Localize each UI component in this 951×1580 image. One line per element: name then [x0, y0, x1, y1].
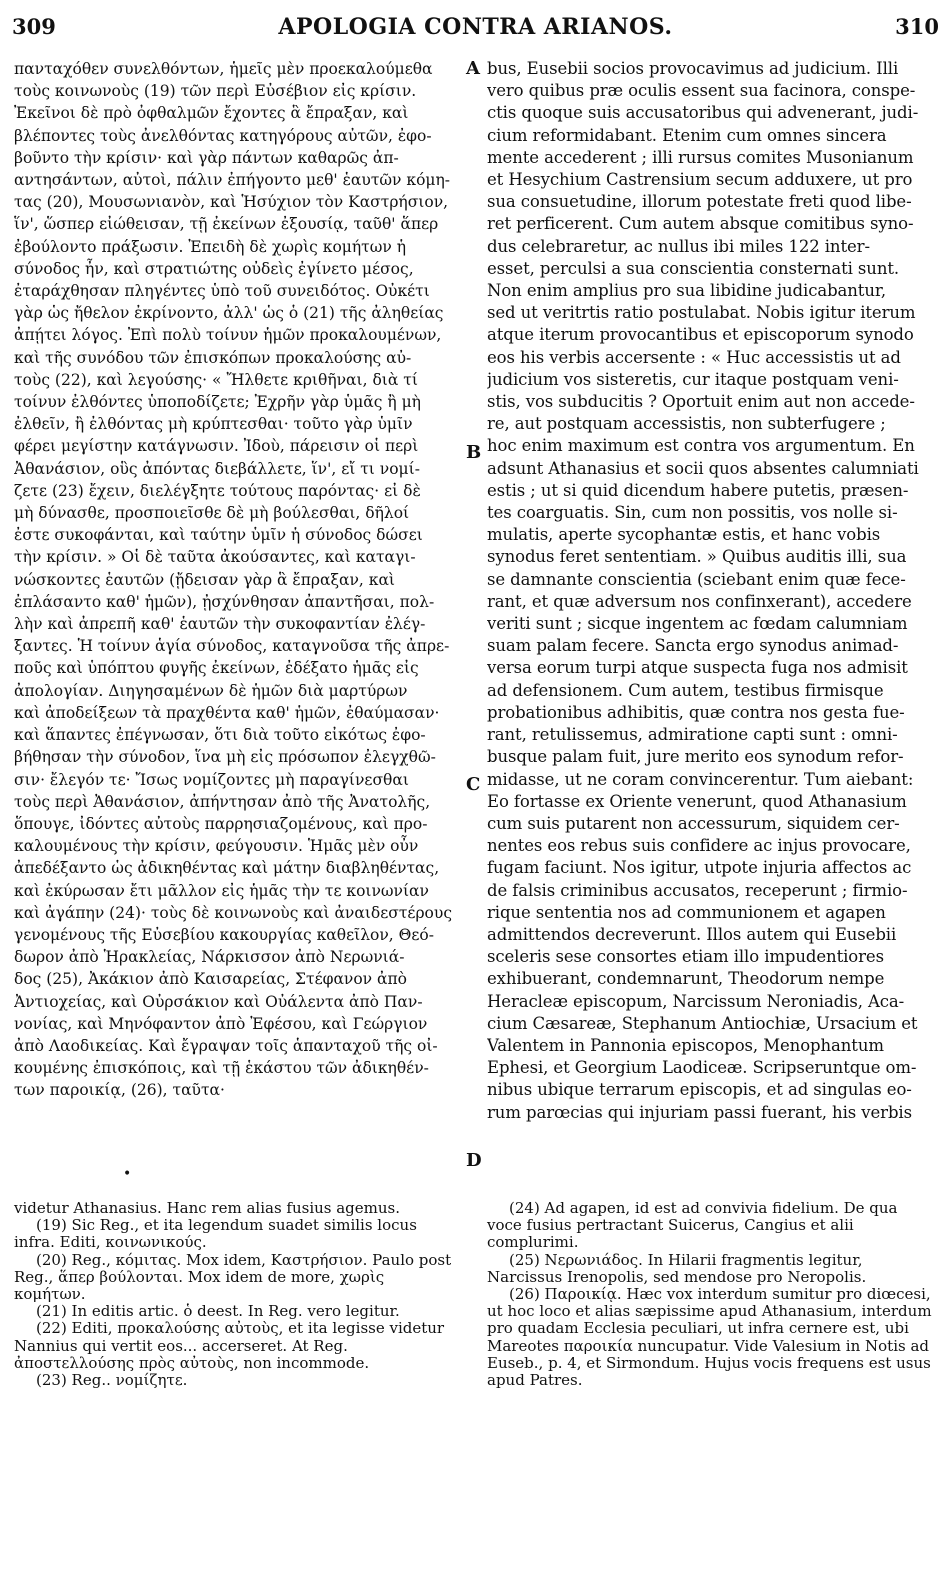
latin-text-line: suam palam fecere. Sancta ergo synodus animad-: [487, 636, 899, 656]
greek-text-line: ζετε (23) ἔχειν, διελέγξητε τούτους παρόντας· εἰ δὲ: [14, 481, 421, 500]
latin-text-line: cum suis putarent non accessurum, siquidem cer-: [487, 813, 900, 833]
footnote: (19) Sic Reg., et ita legendum suadet similis locus infra. Editi, κοινωνικούς.: [14, 1216, 417, 1252]
footnote: (21) In editis artic. ὁ deest. In Reg. vero legitur.: [36, 1302, 400, 1321]
margin-marker-c: C: [466, 774, 481, 795]
greek-text-line: Ἀθανάσιον, οὓς ἀπόντας διεβάλλετε, ἵν', εἴ τι νομί-: [14, 459, 420, 478]
latin-text-line: nibus ubique terrarum episcopis, et ad singulas eo-: [487, 1080, 912, 1100]
latin-text-line: Valentem in Pannonia episcopos, Menophantum: [487, 1035, 884, 1055]
greek-text-line: ἀπῄτει λόγος. Ἐπὶ πολὺ τοίνυν ἡμῶν προκαλουμένων,: [14, 326, 442, 345]
latin-text-line: adsunt Athanasius et socii quos absentes calumniati: [487, 458, 919, 478]
footnotes-left: [14, 1200, 454, 1389]
greek-text-line: βήθησαν τὴν σύνοδον, ἵνα μὴ εἰς πρόσωπον ἐλεγχθῶ-: [14, 748, 436, 767]
latin-text-line: Eo fortasse ex Oriente venerunt, quod Athanasium: [487, 791, 907, 811]
latin-text-line: probationibus adhibitis, quæ contra nos gesta fue-: [487, 702, 905, 722]
greek-text-line: Ἀντιοχείας, καὶ Οὐρσάκιον καὶ Οὐάλεντα ἀπὸ Παν-: [14, 992, 423, 1011]
latin-text-line: sua consuetudine, illorum potestate freti quod libe-: [487, 192, 912, 212]
latin-text-line: exhibuerant, condemnarunt, Theodorum nempe: [487, 969, 885, 989]
greek-text-line: τοὺς (22), καὶ λεγούσης· « Ἤλθετε κριθῆναι, διὰ τί: [14, 370, 418, 389]
latin-text-line: se damnante conscientia (sciebant enim quæ fece-: [487, 569, 906, 589]
greek-text-line: τοὺς περὶ Ἀθανάσιον, ἀπήντησαν ἀπὸ τῆς Ἀνατολῆς,: [14, 792, 431, 811]
greek-text-line: των παροικίᾳ, (26), ταῦτα·: [14, 1081, 225, 1100]
latin-text-line: hoc enim maximum est contra vos argumentum. En: [487, 436, 915, 456]
greek-text-line: σιν· ἔλεγόν τε· Ἴσως νομίζοντες μὴ παραγίνεσθαι: [14, 770, 409, 789]
greek-text-line: φέρει μεγίστην κατάγνωσιν. Ἰδοὺ, πάρεισιν οἱ περὶ: [14, 437, 419, 456]
latin-text-line: judicium vos sisteretis, cur itaque postquam veni-: [487, 369, 899, 389]
greek-text-line: γὰρ ὡς ἤθελον ἐκρίνοντο, ἀλλ' ὡς ὁ (21) τῆς ἀληθείας: [14, 304, 444, 323]
latin-text-line: ctis quoque suis accusatoribus qui advenerant, judi-: [487, 103, 919, 123]
latin-text-line: sed ut veritrtis ratio postulabat. Nobis igitur iterum: [487, 303, 916, 323]
footnote: (23) Reg.. νομίζητε.: [36, 1371, 188, 1390]
latin-text-line: fugam faciunt. Nos igitur, utpote injuria affectos ac: [487, 858, 912, 878]
latin-text-line: stis, vos subducitis ? Oportuit enim aut non accede-: [487, 392, 915, 412]
greek-text-column: [14, 58, 466, 1102]
latin-text-line: tes coarguatis. Sin, cum non possitis, vos nolle si-: [487, 503, 898, 523]
footnote: (22) Editi, προκαλούσης αὐτοὺς, et ita legisse videtur Nannius qui vertit eos... accerseret. At Reg. ἀποστελλούσης πρὸς αὐτοὺς, non incommode.: [14, 1319, 445, 1372]
greek-text-line: νώσκοντες ἑαυτῶν (ᾔδεισαν γὰρ ἃ ἔπραξαν, καὶ: [14, 570, 395, 589]
latin-text-line: Non enim amplius pro sua libidine judicabantur,: [487, 281, 886, 301]
greek-text-line: μὴ δύνασθε, προσποιεῖσθε δὲ μὴ βούλεσθαι, δῆλοί: [14, 504, 410, 523]
page-number-left: 309: [12, 14, 56, 39]
latin-text-line: Heracleæ episcopum, Narcissum Neroniadis, Aca-: [487, 991, 905, 1011]
greek-text-line: γενομένους τῆς Εὐσεβίου κακουργίας καθεῖλον, Θεό-: [14, 925, 434, 944]
running-title: APOLOGIA CONTRA ARIANOS.: [278, 14, 673, 40]
greek-text-line: ἐπλάσαντο καθ' ἡμῶν), ᾐσχύνθησαν ἀπαντῆσαι, πολ-: [14, 592, 435, 611]
latin-text-line: mulatis, aperte sycophantæ estis, et hanc vobis: [487, 525, 881, 545]
greek-text-line: ἐστε συκοφάνται, καὶ ταύτην ὑμῖν ἡ σύνοδος δώσει: [14, 526, 423, 545]
latin-text-line: Ephesi, et Georgium Laodiceæ. Scripseruntque om-: [487, 1058, 917, 1078]
footnotes-right: [487, 1200, 937, 1389]
page-header: [0, 14, 951, 44]
greek-text-line: καὶ ἀγάπην (24)· τοὺς δὲ κοινωνοὺς καὶ ἀναιδεστέρους: [14, 903, 452, 922]
greek-text-line: αντησάντων, αὐτοὶ, πάλιν ἐπήγοντο μεθ' ἑαυτῶν κόμη-: [14, 171, 450, 190]
latin-text-line: sceleris sese consortes etiam illo impudentiores: [487, 947, 884, 967]
greek-text-line: λὴν καὶ ἀπρεπῆ καθ' ἑαυτῶν τὴν συκοφαντίαν ἐλέγ-: [14, 615, 426, 634]
greek-text-line: κουμένης ἐπισκόποις, καὶ τῇ ἑκάστου τῶν ἀδικηθέν-: [14, 1059, 429, 1078]
greek-text-line: ἐβούλοντο πράξωσιν. Ἐπειδὴ δὲ χωρὶς κομήτων ἡ: [14, 237, 407, 256]
greek-text-line: σύνοδος ἦν, καὶ στρατιώτης οὐδεὶς ἐγίνετο μέσος,: [14, 259, 414, 278]
latin-text-line: busque palam fuit, jure merito eos synodum refor-: [487, 747, 904, 767]
greek-text-line: τοίνυν ἐλθόντες ὑποποδίζετε; Ἐχρῆν γὰρ ὑμᾶς ἢ μὴ: [14, 393, 421, 412]
greek-text-line: ἐλθεῖν, ἢ ἐλθόντας μὴ κρύπτεσθαι· τοῦτο γὰρ ὑμῖν: [14, 415, 413, 434]
greek-text-line: τας (20), Μουσωνιανὸν, καὶ Ἡσύχιον τὸν Καστρήσιον,: [14, 193, 449, 212]
latin-text-line: synodus feret sententiam. » Quibus auditis illi, sua: [487, 547, 907, 567]
latin-text-line: vero quibus præ oculis essent sua facinora, conspe-: [487, 81, 916, 101]
latin-text-line: ret perficerent. Cum autem absque comitibus syno-: [487, 214, 914, 234]
footnote: (20) Reg., κόμιτας. Mox idem, Καστρήσιον. Paulo post Reg., ἅπερ βούλονται. Mox idem de more, χωρὶς κομήτων.: [14, 1250, 452, 1304]
latin-text-line: rant, et quæ adversum nos confinxerant), accedere: [487, 591, 912, 611]
greek-text-line: δος (25), Ἀκάκιον ἀπὸ Καισαρείας, Στέφανον ἀπὸ: [14, 970, 408, 989]
greek-text-line: Ἐκεῖνοι δὲ πρὸ ὀφθαλμῶν ἔχοντες ἃ ἔπραξαν, καὶ: [14, 104, 409, 123]
latin-text-line: rant, retulissemus, admiratione capti sunt : omni-: [487, 725, 898, 745]
greek-text-line: ἵν', ὥσπερ εἰώθεισαν, τῇ ἐκείνων ἐξουσίᾳ, ταῦθ' ἅπερ: [14, 215, 439, 234]
greek-text-line: ἐταράχθησαν πληγέντες ὑπὸ τοῦ συνειδότος. Οὐκέτι: [14, 282, 430, 301]
latin-text-line: esset, perculsi a sua conscientia consternati sunt.: [487, 258, 900, 278]
latin-text-line: versa eorum turpi atque suspecta fuga nos admisit: [487, 658, 908, 678]
greek-text-line: ἀπολογίαν. Διηγησαμένων δὲ ἡμῶν διὰ μαρτύρων: [14, 681, 408, 700]
footnote: (25) Νερωνιάδος. In Hilarii fragmentis legitur, Narcissus Irenopolis, sed mendose pro Neropolis.: [487, 1250, 867, 1286]
greek-text-line: καλουμένους τὴν κρίσιν, φεύγουσιν. Ἡμᾶς μὲν οὖν: [14, 837, 419, 856]
greek-text-line: βλέποντες τοὺς ἀνελθόντας κατηγόρους αὐτῶν, ἐφο-: [14, 126, 432, 145]
latin-text-line: rique sententia nos ad communionem et agapen: [487, 902, 886, 922]
latin-text-line: midasse, ut ne coram convincerentur. Tum aiebant:: [487, 769, 914, 789]
page-number-right: 310: [895, 14, 939, 39]
margin-marker-b: B: [466, 442, 482, 463]
latin-text-line: rum parœcias qui injuriam passi fuerant, his verbis: [487, 1102, 912, 1122]
latin-text-line: dus celebraretur, ac nullus ibi miles 122 inter-: [487, 236, 870, 256]
greek-text-line: ποῦς καὶ ὑπόπτου φυγῆς ἐκείνων, ἐδέξατο ἡμᾶς εἰς: [14, 659, 419, 678]
greek-text-line: καὶ ἐκύρωσαν ἔτι μᾶλλον εἰς ἡμᾶς τὴν τε κοινωνίαν: [14, 881, 429, 900]
latin-text-line: ad defensionem. Cum autem, testibus firmisque: [487, 680, 884, 700]
latin-text-line: bus, Eusebii socios provocavimus ad judicium. Illi: [487, 59, 899, 78]
margin-marker-d: D: [466, 1150, 482, 1171]
greek-text-line: ξαντες. Ἡ τοίνυν ἁγία σύνοδος, καταγνοῦσα τῆς ἀπρε-: [14, 637, 450, 656]
latin-text-line: estis ; ut si quid dicendum habere putetis, præsen-: [487, 480, 909, 500]
greek-text-line: καὶ ἀποδείξεων τὰ πραχθέντα καθ' ἡμῶν, ἐθαύμασαν·: [14, 703, 440, 722]
greek-text-line: τοὺς κοινωνοὺς (19) τῶν περὶ Εὐσέβιον εἰς κρίσιν.: [14, 82, 417, 101]
latin-text-line: eos his verbis accersente : « Huc accessistis ut ad: [487, 347, 901, 367]
footnote: videtur Athanasius. Hanc rem alias fusius agemus.: [14, 1199, 401, 1217]
latin-text-line: admittendos decreverunt. Illos autem qui Eusebii: [487, 924, 897, 944]
latin-text-line: veriti sunt ; sicque ingentem ac fœdam calumniam: [487, 614, 908, 634]
greek-text-line: δωρον ἀπὸ Ἡρακλείας, Νάρκισσον ἀπὸ Νερωνιά-: [14, 948, 405, 967]
margin-marker-a: A: [466, 58, 480, 79]
greek-text-line: ἀπεδέξαντο ὡς ἀδικηθέντας καὶ μάτην διαβληθέντας,: [14, 859, 440, 878]
greek-text-line: τὴν κρίσιν. » Οἱ δὲ ταῦτα ἀκούσαντες, καὶ καταγι-: [14, 548, 416, 567]
greek-text-line: ὅπουγε, ἰδόντες αὐτοὺς παρρησιαζομένους, καὶ προ-: [14, 814, 428, 833]
latin-text-column: [487, 58, 939, 1124]
separator-dot: •: [123, 1166, 132, 1182]
greek-text-line: ἀπὸ Λαοδικείας. Καὶ ἔγραψαν τοῖς ἁπανταχοῦ τῆς οἰ-: [14, 1036, 438, 1055]
latin-text-line: cium reformidabant. Etenim cum omnes sincera: [487, 125, 887, 145]
greek-text-line: καὶ τῆς συνόδου τῶν ἐπισκόπων προκαλούσης αὐ-: [14, 348, 412, 367]
latin-text-line: atque iterum provocantibus et episcoporum synodo: [487, 325, 914, 345]
greek-text-line: νονίας, καὶ Μηνόφαντον ἀπὸ Ἐφέσου, καὶ Γεώργιον: [14, 1014, 428, 1033]
footnote: (24) Ad agapen, id est ad convivia fidelium. De qua voce fusius pertractant Suicerus, Cangius et alii complurimi.: [487, 1199, 898, 1252]
latin-text-line: re, aut postquam accessistis, non subterfugere ;: [487, 414, 886, 434]
latin-text-line: cium Cæsareæ, Stephanum Antiochiæ, Ursacium et: [487, 1013, 918, 1033]
footnote: (26) Παροικίᾳ. Hæc vox interdum sumitur pro diœcesi, ut hoc loco et alias sæpissime apud Athanasium, interdum pro quadam Ecclesia peculiari, ut infra cernere est, ubi Mareotes παροικία nuncupatur. Vide Valesium in Notis ad Euseb., p. 4, et Sirmondum. Hujus vocis frequens est usus apud Patres.: [487, 1285, 932, 1390]
latin-text-line: de falsis criminibus accusatos, receperunt ; firmio-: [487, 880, 908, 900]
latin-text-line: nentes eos rebus suis confidere ac injus provocare,: [487, 836, 911, 856]
greek-text-line: πανταχόθεν συνελθόντων, ἡμεῖς μὲν προεκαλούμεθα: [14, 60, 433, 78]
latin-text-line: mente accederent ; illi rursus comites Musonianum: [487, 147, 914, 167]
latin-text-line: et Hesychium Castrensium secum adduxere, ut pro: [487, 170, 913, 190]
greek-text-line: βοῦντο τὴν κρίσιν· καὶ γὰρ πάντων καθαρῶς ἀπ-: [14, 148, 399, 167]
greek-text-line: καὶ ἅπαντες ἐπέγνωσαν, ὅτι διὰ τοῦτο εἰκότως ἐφο-: [14, 726, 426, 745]
